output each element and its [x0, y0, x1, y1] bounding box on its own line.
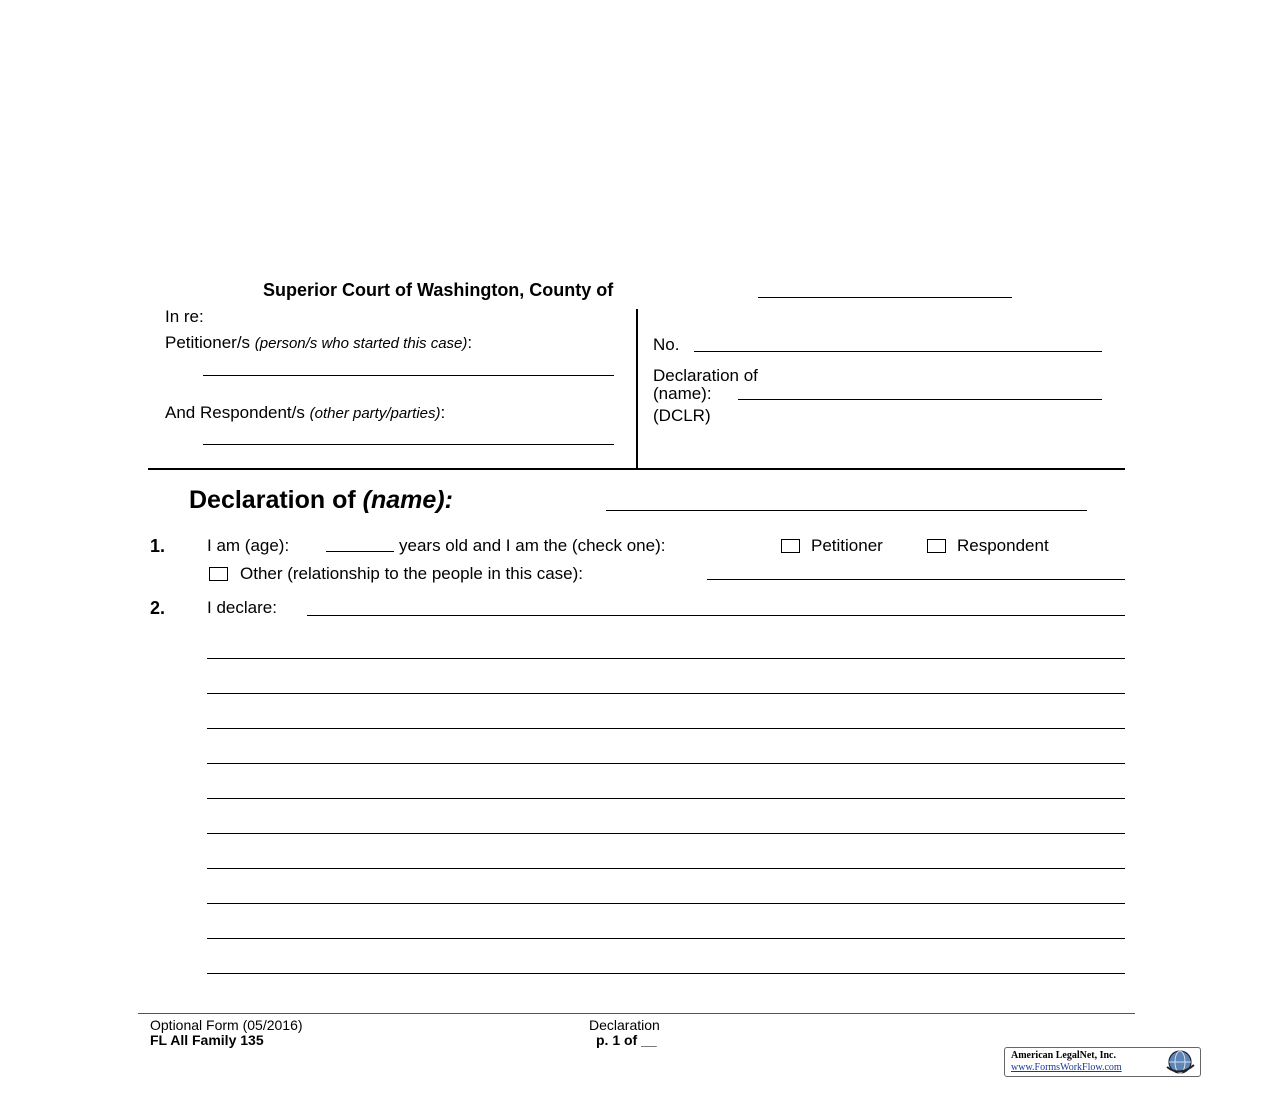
other-option-label: Other (relationship to the people in this case): — [240, 564, 584, 583]
case-number-label: No. — [653, 335, 680, 354]
item-1-age-suffix: years old and I am the (check one): — [399, 536, 666, 555]
respondent-note: (other party/parties) — [309, 405, 441, 422]
optional-form-label: Optional Form (05/2016) — [150, 1017, 303, 1033]
declaration-title-name-field[interactable] — [606, 510, 1087, 511]
globe-icon — [1163, 1049, 1197, 1075]
petitioner-option-label: Petitioner — [811, 536, 883, 555]
declaration-line-3[interactable] — [207, 693, 1125, 694]
declaration-line-4[interactable] — [207, 728, 1125, 729]
logo-line-1: American LegalNet, Inc. — [1011, 1050, 1116, 1061]
petitioner-label — [165, 333, 472, 353]
declarant-name-label: (name): — [653, 384, 712, 403]
petitioner-label-text: Petitioner/s — [165, 333, 251, 352]
declaration-title-prefix: Declaration of — [189, 486, 356, 514]
court-title — [263, 280, 613, 301]
respondent-name-field[interactable] — [203, 444, 614, 445]
item-1-number: 1. — [150, 536, 166, 556]
american-legalnet-logo — [1004, 1047, 1201, 1077]
petitioner-name-field[interactable] — [203, 375, 614, 376]
in-re-label: In re: — [165, 307, 204, 326]
other-checkbox[interactable] — [209, 567, 228, 581]
respondent-label-text: And Respondent/s — [165, 403, 305, 422]
petitioner-checkbox[interactable] — [781, 539, 800, 553]
respondent-checkbox[interactable] — [927, 539, 946, 553]
declarant-name-caption-field[interactable] — [738, 399, 1102, 400]
other-relationship-field[interactable] — [707, 579, 1125, 580]
declaration-line-2[interactable] — [207, 658, 1125, 659]
item-2-label: I declare: — [207, 598, 277, 617]
declaration-line-11[interactable] — [207, 973, 1125, 974]
declaration-title-name: (name): — [362, 486, 453, 514]
petitioner-colon: : — [467, 333, 473, 352]
petitioner-note: (person/s who started this case) — [254, 335, 468, 352]
item-2-number: 2. — [150, 598, 166, 618]
caption-bottom-rule — [148, 468, 1125, 470]
court-title-text: Superior Court of Washington, County of — [263, 280, 614, 300]
respondent-label — [165, 403, 445, 423]
declaration-of-label: Declaration of — [653, 366, 758, 385]
declaration-line-7[interactable] — [207, 833, 1125, 834]
case-number-field[interactable] — [694, 351, 1102, 352]
page-number: p. 1 of __ — [596, 1032, 657, 1048]
declaration-line-5[interactable] — [207, 763, 1125, 764]
age-field[interactable] — [326, 551, 394, 552]
declaration-line-10[interactable] — [207, 938, 1125, 939]
item-1-age-prefix: I am (age): — [207, 536, 290, 555]
form-number: FL All Family 135 — [150, 1032, 264, 1048]
declaration-title — [189, 486, 453, 515]
caption-vertical-divider — [636, 309, 638, 468]
respondent-colon: : — [440, 403, 446, 422]
logo-line-2: www.FormsWorkFlow.com — [1011, 1062, 1122, 1073]
declaration-line-1[interactable] — [307, 615, 1125, 616]
footer-rule — [138, 1013, 1135, 1014]
respondent-option-label: Respondent — [957, 536, 1049, 555]
form-code: (DCLR) — [653, 406, 711, 425]
county-field[interactable] — [758, 297, 1012, 298]
declaration-line-8[interactable] — [207, 868, 1125, 869]
footer-doc-name: Declaration — [589, 1017, 660, 1033]
declaration-line-6[interactable] — [207, 798, 1125, 799]
declaration-line-9[interactable] — [207, 903, 1125, 904]
